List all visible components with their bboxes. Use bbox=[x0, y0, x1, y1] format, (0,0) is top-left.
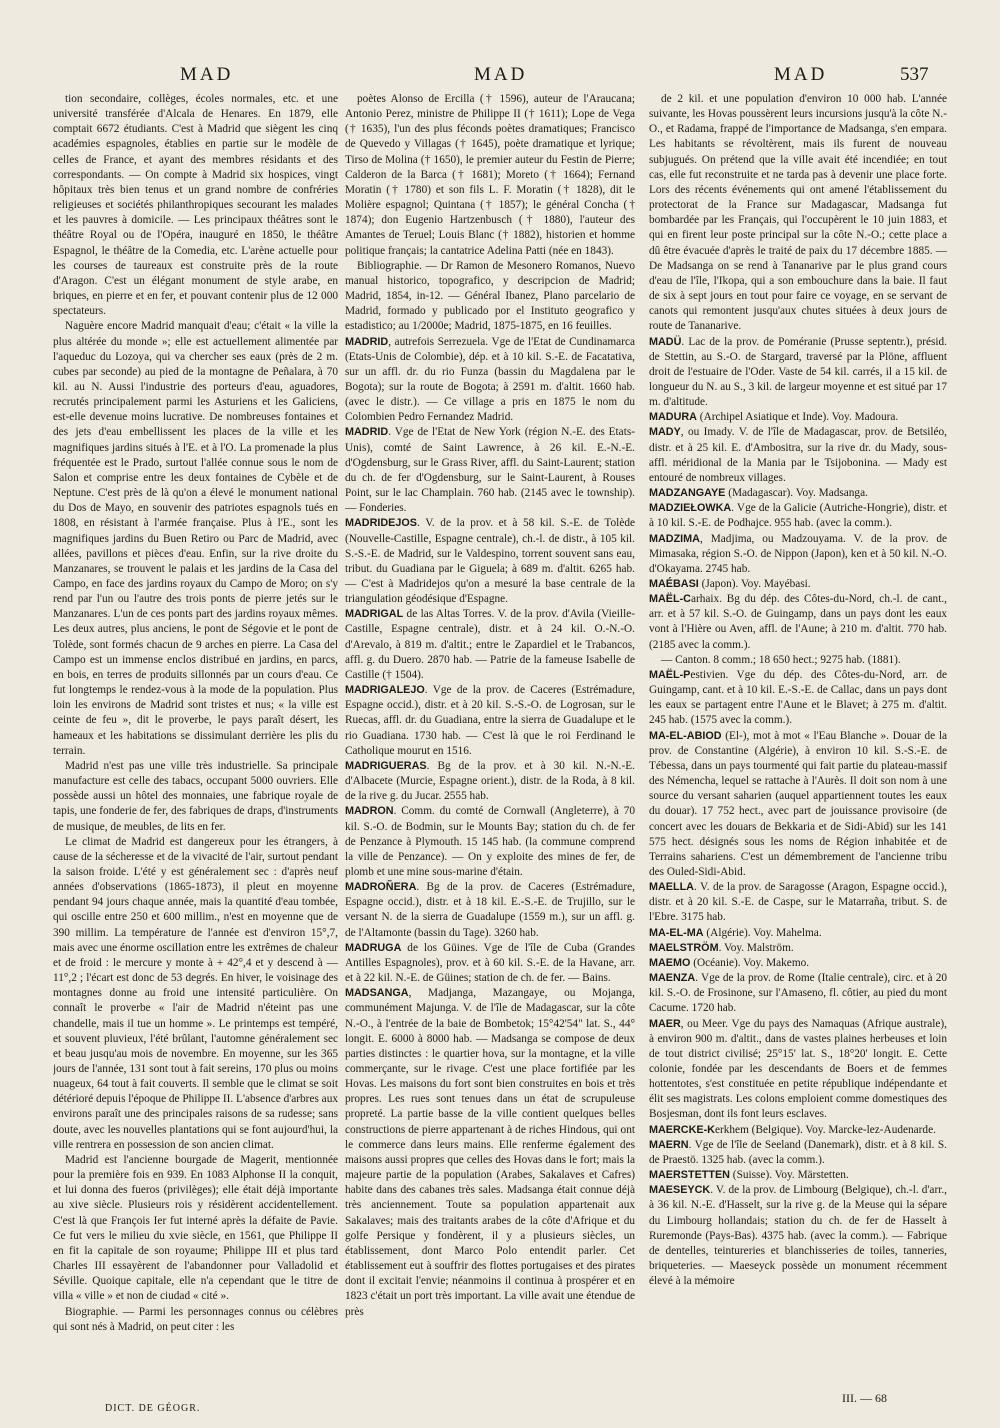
paragraph: MAËL-Carhaix. Bg du dép. des Côtes-du-Nord, ch.-l. de cant., arr. et à 57 kil. S.-O. de Guingamp, dans un pays dont les eaux vont à l'Hière ou Aven, affl. de l'Aune; à 210 m. d'altit. 770 hab. (2185 avec la comm.). bbox=[649, 593, 947, 651]
paragraph: MA-EL-ABIOD (El-), mot à mot « l'Eau Blanche ». Douar de la prov. de Constantine (Algérie), à environ 10 kil. S.-S.-E. de Tébessa, dans un pays tourmenté qui fait partie du plateau-massif des Némencha, lequel se rattache à l'Aurès. Il doit son nom à une source du versant saharien (auquel appartiennent toutes les eaux du douar). 17 752 hect., avec part de jouissance provisoire (de concert avec les douars de Bekkaria et de Sidi-Abid) sur les 141 575 hect. désignés sous les noms de Région inhabitée et de Terrains sahariens. C'est un démembrement de l'ancienne tribu des Ouled-Sidi-Abid. bbox=[649, 729, 947, 878]
text-column-3 bbox=[649, 92, 947, 1352]
paragraph: de 2 kil. et une population d'environ 10 000 hab. L'année suivante, les Hovas poussèrent leurs incursions jusqu'à la côte N.-O., et Radama, frappé de l'importance de Madsanga, s'en empara. Les habitants se révoltèrent, mais ils furent de nouveau subjugués. On prétend que la ville avait été incendiée; en tout cas, elle fut reconstruite et ne tarda pas à devenir une place forte. Lors des récents événements qui ont amené l'établissement du protectorat de la France sur Madagascar, Madsanga fut bombardée par les Français, qui l'occupèrent le 10 juin 1883, et qui en firent leur poste principal sur la côte N.-O.; cette place a dû être évacuée d'après le traité de paix du 17 décembre 1885. — De Madsanga on se rend à Tananarive par le plus grand cours d'eau de l'île, l'Ikopa, qui a son embouchure dans la baie. Il faut de six à sept jours en tout pour faire ce voyage, en se servant de canots qui remontent jusqu'aux chutes situées à deux jours de route de Tananarive. bbox=[649, 93, 947, 333]
text-column-1 bbox=[53, 92, 338, 1384]
paragraph: MADZIEŁOWKA. Vge de la Galicie (Autriche-Hongrie), distr. et à 10 kil. S.-E. de Podhajce. 955 hab. (avec la comm.). bbox=[649, 502, 947, 530]
footer-volume-sheet: III. — 68 bbox=[842, 1391, 887, 1405]
paragraph: MADRIDEJOS. V. de la prov. et à 58 kil. S.-E. de Tolède (Nouvelle-Castille, Espagne centrale), ch.-l. de distr., à 105 kil. S.-S.-E. de Madrid, sur le Valdespino, torrent souvent sans eau, tribut. du Guadiana par le Giguela; à 689 m. d'altit. 6265 hab. — C'est à Madridejos qu'on a mesuré la base centrale de la triangulation géodésique d'Espagne. bbox=[345, 517, 635, 606]
paragraph: MAER, ou Meer. Vge du pays des Namaquas (Afrique australe), à environ 900 m. d'altit., dans de vastes plaines herbeuses et loin de tout district civilisé; 25°15' lat. S., 18°20' longit. E. Cette colonie, fondée par les descendants de Boers et de femmes hottentotes, s'est constituée en petite république indépendante et élit ses magistrats. Les colons emploient comme domestiques des Bosjesman, dont ils font leurs esclaves. bbox=[649, 1017, 947, 1121]
paragraph: MADRID, autrefois Serrezuela. Vge de l'Etat de Cundinamarca (Etats-Unis de Colombie), dép. et à 10 kil. S.-E. de Facatativa, sur un affl. dr. du rio Funza (bassin du Magdalena par le Bogota); sur la route de Bogota; à 2591 m. d'altit. 1660 hab. (avec le distr.). — Ce village a pris en 1875 le nom du Colombien Pedro Fernandez Madrid. bbox=[345, 335, 635, 424]
paragraph: MAELSTRÖM. Voy. Malström. bbox=[649, 941, 794, 954]
paragraph: MADURA (Archipel Asiatique et Inde). Voy. Madoura. bbox=[649, 411, 899, 424]
paragraph: tion secondaire, collèges, écoles normales, etc. et une université transférée d'Alcala de Henares. En 1879, elle comptait 6672 étudiants. C'est à Madrid que siègent les cinq académies espagnoles, établies en partie sur le modèle de celles de France, et ayant des membres résidants et des correspondants. — On compte à Madrid six hospices, vingt hôpitaux très bien tenus et un grand nombre de confréries religieuses et sociétés philanthropiques secourant les malades et les pauvres à domicile. — Les principaux théâtres sont le théâtre Royal ou de l'Opéra, inauguré en 1850, le théâtre Espagnol, le théâtre de la Comedia, etc. L'arène actuelle pour les courses de taureaux est construite près de la route d'Aragon. C'est un élégant monument de style arabe, en briques, en pierre et en fer, et pouvant contenir plus de 12 000 spectateurs. bbox=[53, 93, 338, 318]
paragraph: Biographie. — Parmi les personnages connus ou célèbres qui sont nés à Madrid, on peut citer : les bbox=[53, 1305, 338, 1333]
footer-signature: DICT. DE GÉOGR. bbox=[105, 1403, 201, 1414]
paragraph: MADY, ou Imady. V. de l'île de Madagascar, prov. de Betsiléo, distr. et à 25 kil. E. d'Ambositra, sur la rive dr. du Mady, sous-affl. méridional de la Mania par le Tsijobonina. — Mady est entouré de nombreux villages. bbox=[649, 426, 947, 484]
paragraph: MAESEYCK. V. de la prov. de Limbourg (Belgique), ch.-l. d'arr., à 36 kil. N.-E. d'Hasselt, sur la rive g. de la Meuse qui la sépare du Limbourg hollandais; station du ch. de fer de Hasselt à Ruremonde (Pays-Bas). 4375 hab. (avec la comm.). — Fabrique de dentelles, teintureries et blanchisseries de toiles, tanneries, briqueteries. — Maeseyck possède un monument récemment élevé à la mémoire bbox=[649, 1184, 947, 1288]
paragraph: MADROÑERA. Bg de la prov. de Caceres (Estrémadure, Espagne occid.), distr. et à 18 kil. E.-S.-E. de Trujillo, sur le versant N. de la sierra de Guadalupe (1559 m.), sur un affl. g. de l'Altamonte (bassin du Tage). 3260 hab. bbox=[345, 881, 635, 939]
paragraph: MAEMO (Océanie). Voy. Makemo. bbox=[649, 956, 810, 969]
paragraph: Madrid n'est pas une ville très industrielle. Sa principale manufacture est celle des tabacs, occupant 5000 ouvriers. Elle possède aussi un hôtel des monnaies, une fabrique royale de tapis, une fonderie de fer, des fabriques de draps, d'instruments de musique, de meubles, de lits en fer. bbox=[53, 759, 338, 833]
paragraph: MADZIMA, Madjima, ou Madzouyama. V. de la prov. de Mimasaka, région S.-O. de Nippon (Japon), ken et à 50 kil. N.-O. d'Okayama. 2745 hab. bbox=[649, 532, 947, 575]
paragraph: poètes Alonso de Ercilla († 1596), auteur de l'Araucana; Antonio Perez, ministre de Philippe II († 1611); Lope de Vega († 1635), l'un des plus féconds poètes dramatiques; Francisco de Quevedo y Villagas († 1645), poète dramatique et lyrique; Tirso de Molina († 1650), le premier auteur du Festin de Pierre; Calderon de la Barca († 1681); Moreto († 1664); Fernand Moratin († 1780) et son fils L. F. Moratin († 1828), dit le Molière espagnol; Quintana († 1857); le général Concha († 1874); don Eugenio Hartzenbusch († 1880), l'auteur des Amantes de Teruel; Louis Blanc († 1882), historien et homme politique français; la cantatrice Adelina Patti (née en 1843). bbox=[345, 93, 635, 257]
running-head-left: MAD bbox=[180, 64, 234, 85]
paragraph: MADÜ. Lac de la prov. de Poméranie (Prusse septentr.), présid. de Stettin, au S.-O. de Stargard, traversé par la Plöne, affluent droit de l'estuaire de l'Oder. Vaste de 54 kil. carrés, il a 15 kil. de longueur du N. au S., 3 kil. de largeur moyenne et est situé par 17 m. d'altitude. bbox=[649, 335, 947, 409]
paragraph: MADRIGAL de las Altas Torres. V. de la prov. d'Avila (Vieille-Castille, Espagne centrale), distr. et à 24 kil. O.-N.-O. d'Arevalo, à 819 m. d'altit.; entre le Zapardiel et le Trabancos, affl. g. du Duero. 2870 hab. — Patrie de la fameuse Isabelle de Castille († 1504). bbox=[345, 608, 635, 681]
running-head-center: MAD bbox=[474, 64, 528, 85]
paragraph: MA-EL-MA (Algérie). Voy. Mahelma. bbox=[649, 926, 822, 939]
paragraph: Naguère encore Madrid manquait d'eau; c'était « la ville la plus altérée du monde »; elle est actuellement alimentée par l'aqueduc du Lozoya, qui va chercher ses eaux (près de 2 m. cubes par seconde) au pied de la montagne de Peñalara, à 70 kil. au N. Aussi l'industrie des porteurs d'eau, aguadores, recrutés principalement parmi les Asturiens et les Galiciens, est-elle devenue moins lucrative. De nombreuses fontaines et des jets d'eau embellissent les places de la ville et les magnifiques jardins situés à l'E. et à l'O. La promenade la plus fréquentée est le Prado, surtout l'allée connue sous le nom de Salon et comprise entre les deux fontaines de Cybèle et de Neptune. C'est près de là qu'on a élevé le monument national du Dos de Mayo, en souvenir des patriotes espagnols tués en 1808, en résistant à l'armée française. Plus à l'E., sont les magnifiques jardins du Buen Retiro ou Parc de Madrid, avec allées, pavillons et pièces d'eau. Enfin, sur la rive droite du Manzanares, se trouvent le palais et les jardins de la Casa del Campo, en face des jardins royaux du Campo de Moro; on s'y rend par l'un ou l'autre des trois ponts de pierre jetés sur le Manzanares. L'un de ces ponts part des jardins royaux mêmes. Les deux autres, plus anciens, le pont de Ségovie et le pont de Tolède, sont formés chacun de 9 arches en pierre. La Casa del Campo est un immense enclos distribué en jardins, en parcs, en bois, en terres de produits sillonnés par un cours d'eau. Ce fut longtemps le rendez-vous à la mode de la population. Plus loin les environs de Madrid sont tristes et nus; « la ville est ceinte de feu », dit le proverbe, le pays paraît désert, les hameaux et les habitations se dissimulant derrière les plis du terrain. bbox=[53, 320, 338, 757]
paragraph: MADSANGA, Madjanga, Mazangaye, ou Mojanga, communément Majunga. V. de l'île de Madagascar, sur la côte N.-O., à l'entrée de la baie de Bombetok; 15°42'54" lat. S., 44° longit. E. 6000 à 8000 hab. — Madsanga se compose de deux parties distinctes : le quartier hova, sur la montagne, et la ville commerçante, sur le rivage. C'est une place fortifiée par les Hovas. Les maisons du fort sont bien construites en bois et très propres. Les rues sont tenues dans un état de scrupuleuse propreté. La partie basse de la ville contient quelques belles constructions de pierre appartenant à de riches Hindous, qui ont le commerce dans leurs mains. Elle renferme également des maisons aussi propres que celles des Hovas dans le fort; mais la majeure partie de la population (Arabes, Sakalaves et Cafres) habite dans des cabanes très sales. Madsanga était connue déjà très anciennement. Toute sa population appartenait aux Sakalaves; mais des traitants arabes de la côte d'Afrique et du golfe Persique y fondèrent, il y a plusieurs siècles, un établissement, dont Marco Polo entendit parler. Cet établissement eut à souffrir des flottes portugaises et des pirates dont il excitait l'envie; néanmoins il continua à prospérer et en 1823 c'était un port très important. La ville avait une étendue de près bbox=[345, 987, 635, 1318]
paragraph: — Canton. 8 comm.; 18 650 hect.; 9275 hab. (1881). bbox=[661, 653, 901, 666]
paragraph: MAERCKE-Kerkhem (Belgique). Voy. Marcke-lez-Audenarde. bbox=[649, 1123, 936, 1136]
paragraph: MAERSTETTEN (Suisse). Voy. Märstetten. bbox=[649, 1169, 849, 1182]
running-head-right: MAD bbox=[774, 64, 828, 85]
paragraph: MADRUGA de los Güines. Vge de l'île de Cuba (Grandes Antilles Espagnoles), prov. et à 60 kil. S.-E. de la Havane, arr. et à 22 kil. N.-E. de Güines; station de ch. de fer. — Bains. bbox=[345, 941, 635, 985]
paragraph: MADRIGALEJO. Vge de la prov. de Caceres (Estrémadure, Espagne occid.), distr. et à 20 kil. S.-S.-O. de Logrosan, sur le Ruecas, affl. dr. du Guadiana, entre la sierra de Guadalupe et le rio Guadiana. 1730 hab. — C'est là que le roi Ferdinand le Catholique mourut en 1516. bbox=[345, 684, 635, 757]
paragraph: Le climat de Madrid est dangereux pour les étrangers, à cause de la sécheresse et de la vivacité de l'air, surtout pendant la saison froide. L'été y est généralement sec : d'après neuf années d'observations (1865-1873), il pleut en moyenne pendant 94 jours chaque année, mais la quantité d'eau tombée, qui oscille entre 250 et 600 millim., n'est en moyenne que de 390 millim. La température de l'année est d'environ 15°,7, mais avec une énorme oscillation entre les extrêmes de chaleur et de froid : le mercure y monte à + 42°,4 et y descend à — 11°,2 ; l'écart est donc de 53 degrés. En hiver, le voisinage des montagnes donne au froid une intensité particulière. On connaît le proverbe « l'air de Madrid n'éteint pas une chandelle, mais il tue un homme ». Le printemps est tempéré, et souvent pluvieux, l'été brûlant, l'automne généralement sec et beau jusqu'au mois de novembre. En moyenne, sur les 365 jours de l'année, 131 sont tout à fait sereins, 170 plus ou moins nuageux, 64 tout à fait couverts. Il semble que le climat se soit détérioré depuis l'époque de Philippe II. L'absence d'arbres aux environs paraît une des principales raisons de sa rudesse; sans doute, avec les nouvelles plantations qui se font aujourd'hui, la ville rentrera en possession de son ancien climat. bbox=[53, 835, 338, 1151]
text-column-2 bbox=[345, 92, 635, 1384]
paragraph: MADRON. Comm. du comté de Cornwall (Angleterre), à 70 kil. S.-O. de Bodmin, sur le Mounts Bay; station du ch. de fer de Penzance à Plymouth. 15 145 hab. (la commune comprend la ville de Penzance). — On y exploite des mines de fer, de plomb et une mine sous-marine d'étain. bbox=[345, 805, 635, 878]
paragraph: MADRID. Vge de l'Etat de New York (région N.-E. des Etats-Unis), comté de Saint Lawrence, à 26 kil. E.-N.-E. d'Ogdensburg, sur le Grass River, affl. du Saint-Laurent; station du ch. de fer d'Ogdensburg, sur le Saint-Laurent, à Rouses Point, sur le lac Champlain. 760 hab. (2145 avec le township). — Fonderies. bbox=[345, 426, 635, 515]
paragraph: MAENZA. Vge de la prov. de Rome (Italie centrale), circ. et à 20 kil. S.-O. de Frosinone, sur l'Amaseno, fl. côtier, au pied du mont Cacume. 1720 hab. bbox=[649, 972, 947, 1015]
paragraph: MAÉBASI (Japon). Voy. Mayébasi. bbox=[649, 578, 811, 590]
paragraph: MAERN. Vge de l'île de Seeland (Danemark), distr. et à 8 kil. S. de Praestö. 1325 hab. (avec la comm.). bbox=[649, 1138, 947, 1166]
paragraph: MADRIGUERAS. Bg de la prov. et à 30 kil. N.-N.-E. d'Albacete (Murcie, Espagne orient.), distr. de la Roda, à 8 kil. de la rive g. du Jucar. 2555 hab. bbox=[345, 759, 635, 803]
paragraph: Bibliographie. — Dr Ramon de Mesonero Romanos, Nuevo manual historico, topografico, y descripcion de Madrid; Madrid, 1854, in-12. — Général Ibanez, Plano parcelario de Madrid, formado y publicado por el Instituto geografico y estadistico; au 1/2000e; Madrid, 1875-1875, en 16 feuilles. bbox=[345, 259, 635, 333]
paragraph: Madrid est l'ancienne bourgade de Magerit, mentionnée pour la première fois en 939. En 1083 Alphonse II la conquit, et lui donna des fueros (privilèges); elle était déjà importante au xive siècle. Plusieurs rois y résidèrent accidentellement. C'est là que François Ier fut interné après la défaite de Pavie. Ce fut vers le milieu du xvie siècle, en 1561, que Philippe II en fit la capitale de son royaume; Philippe III et plus tard Charles III essayèrent de l'abandonner pour Valladolid et Séville. Quoique capitale, elle n'a cependant que le titre de villa « ville » et non de ciudad « cité ». bbox=[53, 1153, 338, 1303]
paragraph: MAËL-Pestivien. Vge du dép. des Côtes-du-Nord, arr. de Guingamp, cant. et à 10 kil. E.-S.-E. de Callac, dans un pays dont les eaux se partagent entre l'Aune et le Blavet; à 275 m. d'altit. 245 hab. (1575 avec la comm.). bbox=[649, 668, 947, 727]
paragraph: MADZANGAYE (Madagascar). Voy. Madsanga. bbox=[649, 487, 868, 500]
paragraph: MAELLA. V. de la prov. de Saragosse (Aragon, Espagne occid.), distr. et à 20 kil. S.-E. de Caspe, sur le Matarraña, tribut. S. de l'Ebre. 3175 hab. bbox=[649, 881, 947, 924]
page-number: 537 bbox=[900, 64, 929, 85]
